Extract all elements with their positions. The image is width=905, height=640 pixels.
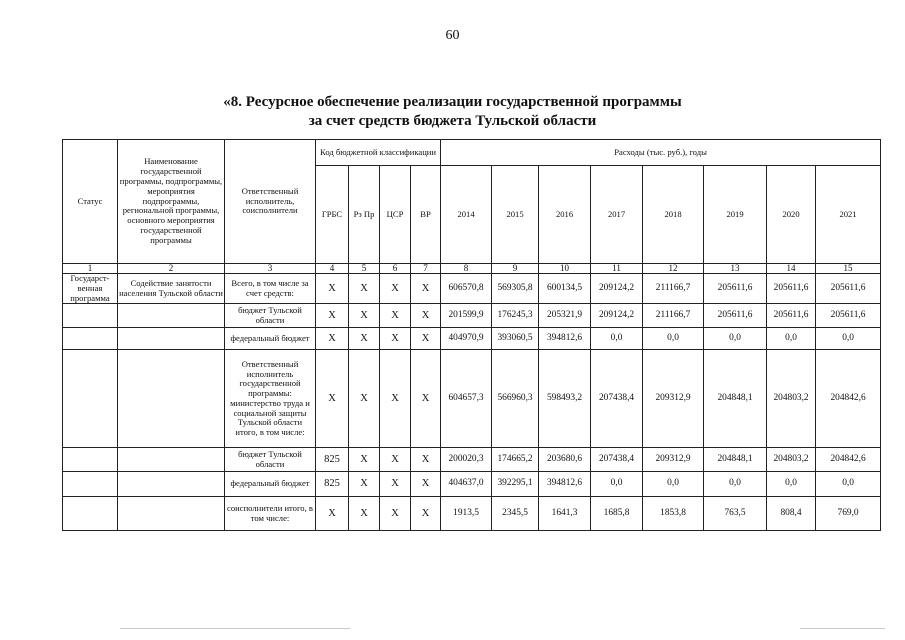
header-year: 2015 [492, 166, 539, 264]
page-number: 60 [445, 28, 460, 43]
column-number: 8 [441, 264, 492, 274]
column-number: 7 [411, 264, 441, 274]
row-value: 0,0 [816, 328, 881, 350]
row-value: 205611,6 [704, 304, 767, 328]
row-code: X [349, 497, 380, 531]
row-code: X [316, 350, 349, 448]
row-code: X [380, 328, 411, 350]
row-value: 174665,2 [492, 448, 539, 472]
row-value: 204848,1 [704, 350, 767, 448]
row-value: 204803,2 [767, 350, 816, 448]
header-code-rzpr: Рз Пр [349, 166, 380, 264]
row-value: 205611,6 [767, 274, 816, 304]
row-value: 769,0 [816, 497, 881, 531]
row-code: X [316, 304, 349, 328]
scan-artifact-line [120, 628, 350, 629]
header-year: 2017 [591, 166, 643, 264]
row-value: 1913,5 [441, 497, 492, 531]
row-value: 404637,0 [441, 472, 492, 497]
row-value: 0,0 [767, 472, 816, 497]
header-year: 2021 [816, 166, 881, 264]
column-numbers-row [63, 264, 881, 274]
header-code-vr: ВР [411, 166, 441, 264]
row-code: X [349, 350, 380, 448]
table-row [63, 497, 881, 531]
row-value: 393060,5 [492, 328, 539, 350]
row-value: 606570,8 [441, 274, 492, 304]
header-executor: Ответственный исполнитель, соисполнители [225, 140, 316, 264]
row-value: 392295,1 [492, 472, 539, 497]
empty-cell [118, 448, 225, 472]
row-value: 0,0 [704, 472, 767, 497]
row-value: 205611,6 [767, 304, 816, 328]
row-value: 0,0 [643, 472, 704, 497]
row-code: 825 [316, 472, 349, 497]
row-value: 1641,3 [539, 497, 591, 531]
column-number: 12 [643, 264, 704, 274]
empty-cell [63, 350, 118, 448]
row-value: 205611,6 [704, 274, 767, 304]
title-line-1: «8. Ресурсное обеспечение реализации государственной программы [223, 94, 682, 110]
row-value: 1853,8 [643, 497, 704, 531]
row-value: 808,4 [767, 497, 816, 531]
row-value: 205611,6 [816, 274, 881, 304]
row-code: X [316, 497, 349, 531]
row-value: 600134,5 [539, 274, 591, 304]
table-row [63, 274, 881, 304]
empty-cell [63, 472, 118, 497]
row-value: 0,0 [816, 472, 881, 497]
row-code: X [411, 472, 441, 497]
header-code-csr: ЦСР [380, 166, 411, 264]
header-code-grbs: ГРБС [316, 166, 349, 264]
header-expenses: Расходы (тыс. руб.), годы [441, 140, 881, 166]
row-executor: соисполнители итого, в том числе: [225, 497, 316, 531]
row-executor: бюджет Тульской области [225, 304, 316, 328]
row-code: X [380, 448, 411, 472]
row-code: X [411, 274, 441, 304]
row-value: 209312,9 [643, 448, 704, 472]
row-value: 604657,3 [441, 350, 492, 448]
row-value: 207438,4 [591, 448, 643, 472]
row-value: 394812,6 [539, 328, 591, 350]
row-value: 0,0 [704, 328, 767, 350]
header-year: 2019 [704, 166, 767, 264]
row-executor: бюджет Тульской области [225, 448, 316, 472]
row-code: X [349, 274, 380, 304]
row-code: X [411, 497, 441, 531]
row-value: 205611,6 [816, 304, 881, 328]
row-executor: Всего, в том числе за счет средств: [225, 274, 316, 304]
row-value: 176245,3 [492, 304, 539, 328]
column-number: 11 [591, 264, 643, 274]
header-status: Статус [63, 140, 118, 264]
header-budget-code: Код бюджетной классификации [316, 140, 441, 166]
row-value: 2345,5 [492, 497, 539, 531]
row-value: 404970,9 [441, 328, 492, 350]
row-value: 211166,7 [643, 274, 704, 304]
header-name: Наименование государственной программы, подпрограммы, мероприятия подпрограммы, региональной программы, основного мероприятия государственной программы [118, 140, 225, 264]
row-code: X [349, 448, 380, 472]
row-value: 204842,6 [816, 350, 881, 448]
row-executor: федеральный бюджет [225, 328, 316, 350]
empty-cell [118, 472, 225, 497]
row-value: 204848,1 [704, 448, 767, 472]
title-line-2: за счет средств бюджета Тульской области [308, 113, 597, 129]
row-value: 209312,9 [643, 350, 704, 448]
table-row [63, 328, 881, 350]
column-number: 6 [380, 264, 411, 274]
row-code: X [380, 472, 411, 497]
row-code: X [411, 304, 441, 328]
row-code: X [316, 328, 349, 350]
header-year: 2020 [767, 166, 816, 264]
row-value: 203680,6 [539, 448, 591, 472]
row-value: 0,0 [591, 472, 643, 497]
row-value: 566960,3 [492, 350, 539, 448]
column-number: 1 [63, 264, 118, 274]
row-code: X [411, 350, 441, 448]
row-value: 0,0 [591, 328, 643, 350]
row-value: 204803,2 [767, 448, 816, 472]
column-number: 15 [816, 264, 881, 274]
row-code: X [349, 472, 380, 497]
row-code: X [380, 497, 411, 531]
program-status: Государст-венная программа [63, 274, 118, 304]
row-code: X [380, 274, 411, 304]
row-value: 1685,8 [591, 497, 643, 531]
row-code: X [411, 448, 441, 472]
row-value: 0,0 [643, 328, 704, 350]
table-row [63, 448, 881, 472]
scan-artifact-line [800, 628, 885, 629]
row-code: X [349, 304, 380, 328]
row-value: 0,0 [767, 328, 816, 350]
row-code: X [349, 328, 380, 350]
row-value: 598493,2 [539, 350, 591, 448]
column-number: 5 [349, 264, 380, 274]
table-row [63, 304, 881, 328]
column-number: 14 [767, 264, 816, 274]
row-code: X [316, 274, 349, 304]
row-code: X [380, 304, 411, 328]
row-value: 211166,7 [643, 304, 704, 328]
row-value: 204842,6 [816, 448, 881, 472]
budget-table [62, 139, 881, 531]
empty-cell [118, 304, 225, 328]
column-number: 9 [492, 264, 539, 274]
row-executor: Ответственный исполнитель государственной программы: министерство труда и социальной защиты Тульской области итого, в том числе: [225, 350, 316, 448]
row-value: 209124,2 [591, 274, 643, 304]
row-value: 569305,8 [492, 274, 539, 304]
header-year: 2018 [643, 166, 704, 264]
row-code: X [411, 328, 441, 350]
column-number: 13 [704, 264, 767, 274]
row-value: 763,5 [704, 497, 767, 531]
empty-cell [118, 328, 225, 350]
row-executor: федеральный бюджет [225, 472, 316, 497]
row-code: X [380, 350, 411, 448]
header-year: 2016 [539, 166, 591, 264]
empty-cell [63, 304, 118, 328]
header-year: 2014 [441, 166, 492, 264]
empty-cell [63, 448, 118, 472]
table-row [63, 350, 881, 448]
header-row-1 [63, 140, 881, 166]
document-title [0, 93, 905, 131]
row-code: 825 [316, 448, 349, 472]
column-number: 2 [118, 264, 225, 274]
empty-cell [63, 328, 118, 350]
empty-cell [118, 350, 225, 448]
empty-cell [63, 497, 118, 531]
column-number: 10 [539, 264, 591, 274]
row-value: 207438,4 [591, 350, 643, 448]
row-value: 205321,9 [539, 304, 591, 328]
table-row [63, 472, 881, 497]
row-value: 394812,6 [539, 472, 591, 497]
column-number: 4 [316, 264, 349, 274]
row-value: 209124,2 [591, 304, 643, 328]
row-value: 201599,9 [441, 304, 492, 328]
program-name: Содействие занятости населения Тульской области [118, 274, 225, 304]
row-value: 200020,3 [441, 448, 492, 472]
column-number: 3 [225, 264, 316, 274]
empty-cell [118, 497, 225, 531]
